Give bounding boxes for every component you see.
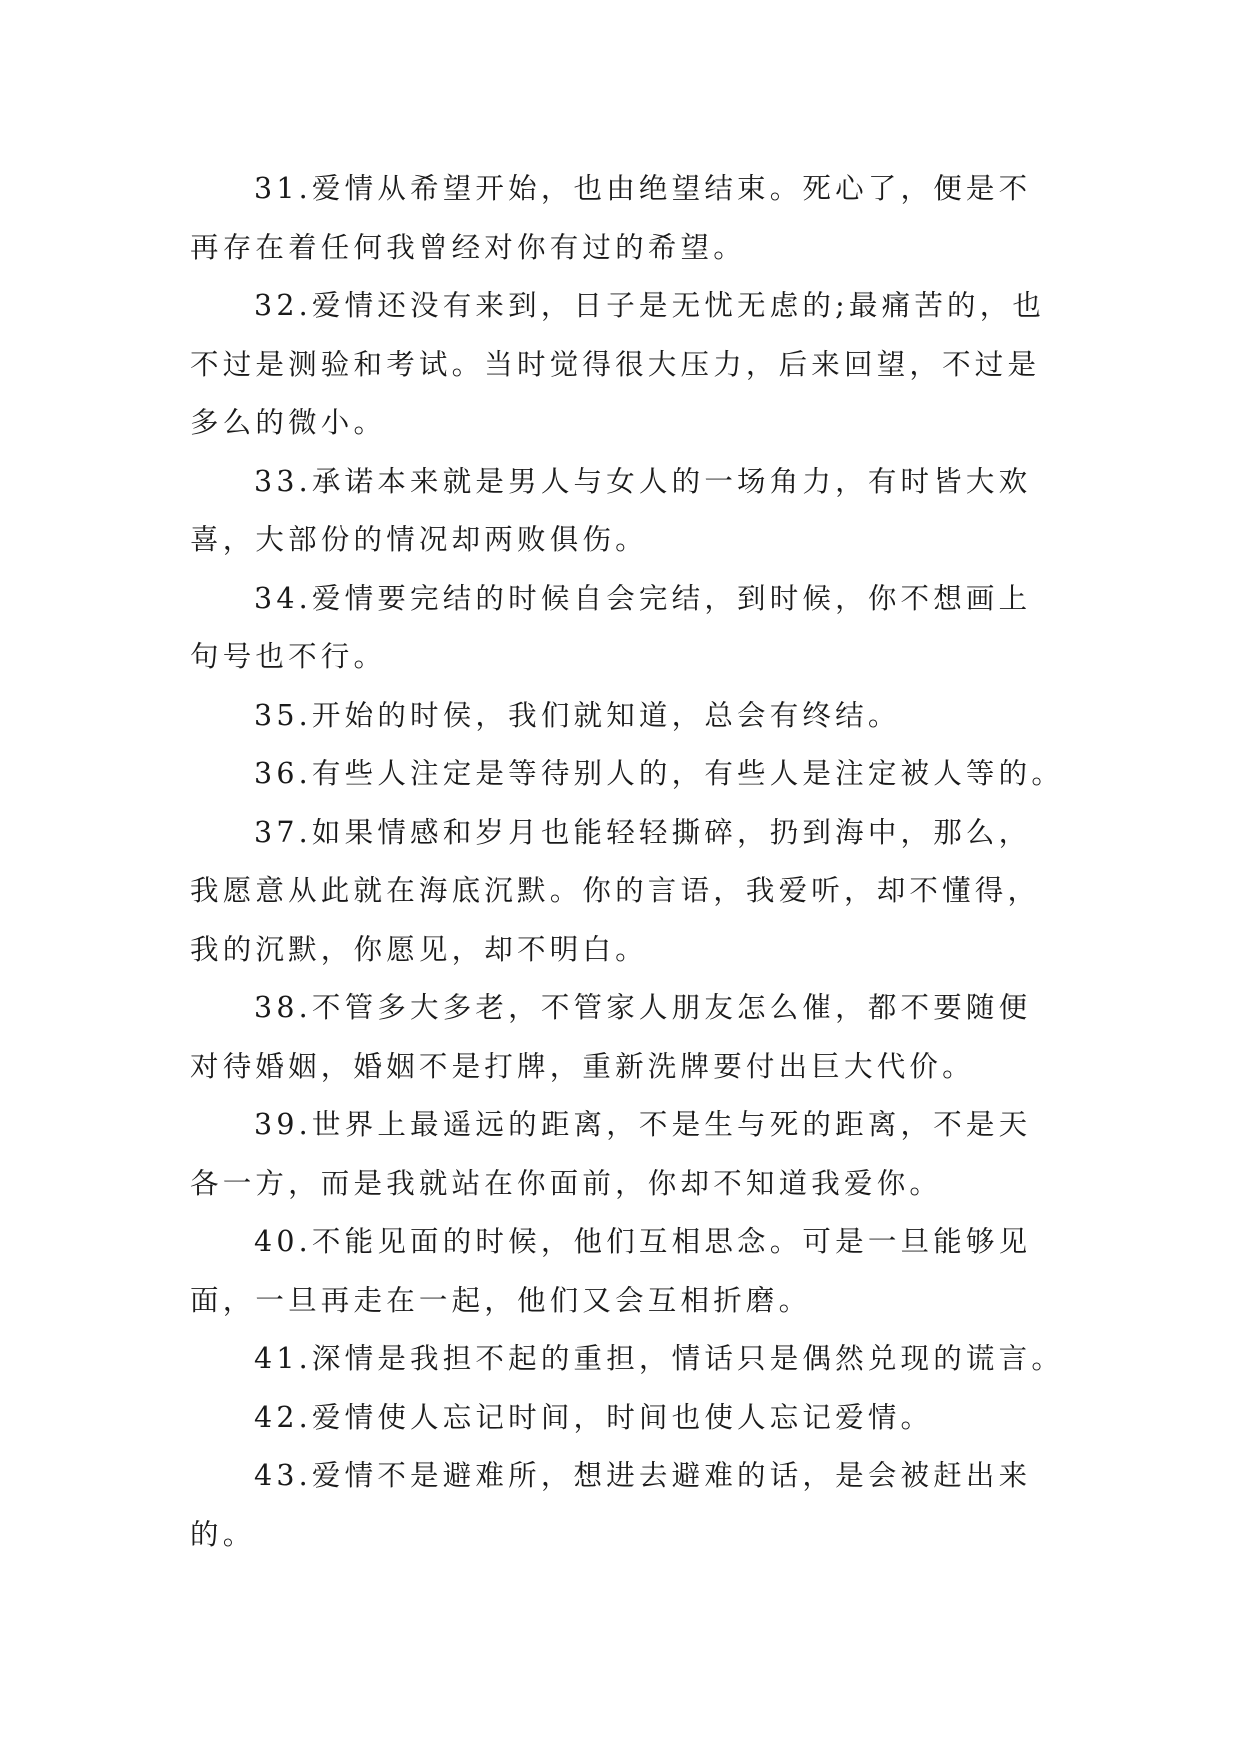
text-line: 我愿意从此就在海底沉默。你的言语，我爱听，却不懂得， (190, 874, 1041, 907)
paragraph (190, 804, 1070, 980)
text-line: 35.开始的时侯，我们就知道，总会有终结。 (254, 698, 901, 732)
text-line: 36.有些人注定是等待别人的，有些人是注定被人等的。 (254, 757, 1065, 790)
paragraph (190, 687, 1070, 746)
paragraph (190, 160, 1070, 277)
text-line: 我的沉默，你愿见，却不明白。 (190, 932, 648, 966)
document-body (190, 160, 1070, 1564)
text-line: 37.如果情感和岁月也能轻轻撕碎，扔到海中，那么， (254, 815, 1032, 849)
paragraph (190, 1213, 1070, 1330)
paragraph (190, 1330, 1070, 1389)
text-line: 32.爱情还没有来到，日子是无忧无虑的;最痛苦的，也 (254, 289, 1046, 322)
text-line: 31.爱情从希望开始，也由绝望结束。死心了，便是不 (254, 172, 1032, 205)
text-line: 面，一旦再走在一起，他们又会互相折磨。 (190, 1283, 812, 1317)
text-line: 41.深情是我担不起的重担，情话只是偶然兑现的谎言。 (254, 1342, 1065, 1375)
paragraph (190, 570, 1070, 687)
paragraph (190, 453, 1070, 570)
text-line: 对待婚姻，婚姻不是打牌，重新洗牌要付出巨大代价。 (190, 1049, 975, 1083)
paragraph (190, 1096, 1070, 1213)
text-line: 不过是测验和考试。当时觉得很大压力，后来回望，不过是 (190, 347, 1041, 381)
paragraph (190, 1447, 1070, 1564)
text-line: 42.爱情使人忘记时间，时间也使人忘记爱情。 (254, 1400, 934, 1434)
text-line: 句号也不行。 (190, 640, 387, 673)
text-line: 的。 (190, 1517, 256, 1551)
text-line: 34.爱情要完结的时候自会完结，到时候，你不想画上 (254, 581, 1032, 615)
text-line: 40.不能见面的时候，他们互相思念。可是一旦能够见 (254, 1225, 1032, 1258)
text-line: 喜，大部份的情况却两败俱伤。 (190, 523, 648, 556)
paragraph (190, 1389, 1070, 1448)
text-line: 33.承诺本来就是男人与女人的一场角力，有时皆大欢 (254, 464, 1032, 498)
text-line: 43.爱情不是避难所，想进去避难的话，是会被赶出来 (254, 1459, 1032, 1492)
paragraph (190, 745, 1070, 804)
text-line: 再存在着任何我曾经对你有过的希望。 (190, 230, 746, 264)
text-line: 各一方，而是我就站在你面前，你却不知道我爱你。 (190, 1166, 943, 1200)
paragraph (190, 979, 1070, 1096)
paragraph (190, 277, 1070, 453)
text-line: 38.不管多大多老，不管家人朋友怎么催，都不要随便 (254, 991, 1032, 1024)
text-line: 39.世界上最遥远的距离，不是生与死的距离，不是天 (254, 1108, 1032, 1141)
text-line: 多么的微小。 (190, 406, 387, 439)
